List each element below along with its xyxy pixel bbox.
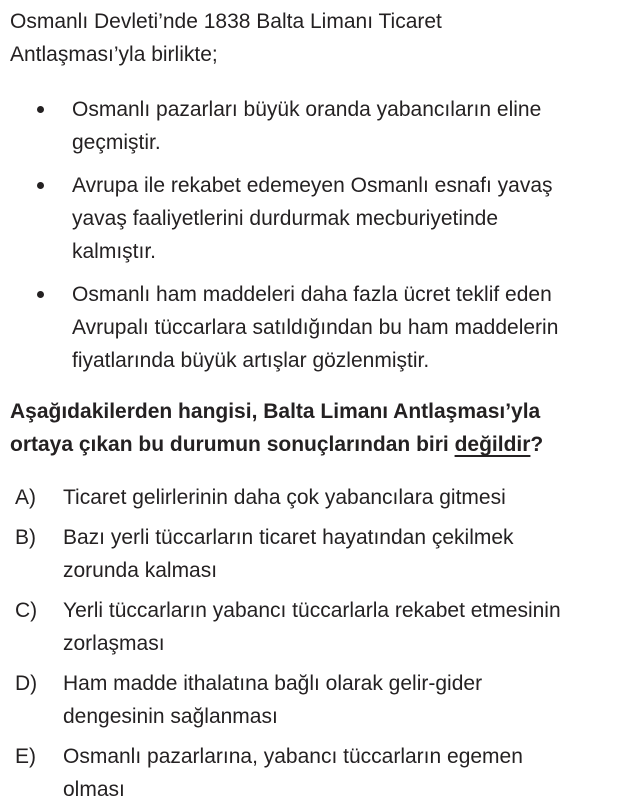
bullet-icon: [37, 182, 44, 189]
option-text: Ham madde ithalatına bağlı olarak gelir-gider dengesinin sağlanması: [63, 672, 483, 728]
bullet-list: [10, 93, 614, 377]
option-letter: C): [15, 599, 38, 622]
stem-text: Aşağıdakilerden hangisi, Balta Limanı Antlaşması’yla ortaya çıkan bu durumun sonuçlarından biri: [10, 400, 541, 456]
option-text: Osmanlı pazarlarına, yabancı tüccarların egemen olması: [63, 745, 523, 801]
options-list: [10, 481, 614, 806]
bullet-marker: [10, 93, 72, 159]
option-row-c: [10, 594, 614, 660]
bullet-marker: [10, 278, 72, 377]
option-text: Bazı yerli tüccarların ticaret hayatından çekilmek zorunda kalması: [63, 526, 514, 582]
question-intro: Osmanlı Devleti’nde 1838 Balta Limanı Ticaret Antlaşması’yla birlikte;: [10, 10, 442, 66]
bullet-icon: [37, 106, 44, 113]
option-row-a: [10, 481, 614, 514]
bullet-item: [10, 93, 614, 159]
bullet-item: [10, 169, 614, 268]
bullet-text: Osmanlı pazarları büyük oranda yabancıların eline geçmiştir.: [72, 98, 542, 154]
option-row-d: [10, 667, 614, 733]
bullet-item: [10, 278, 614, 377]
bullet-icon: [37, 291, 44, 298]
question-stem: [10, 395, 612, 461]
option-row-b: [10, 521, 614, 587]
option-letter: A): [15, 486, 36, 509]
option-text: Ticaret gelirlerinin daha çok yabancılara gitmesi: [63, 486, 506, 509]
stem-question-mark: ?: [530, 433, 544, 456]
option-letter: D): [15, 672, 38, 695]
option-letter: B): [15, 526, 36, 549]
bullet-text: Osmanlı ham maddeleri daha fazla ücret teklif eden Avrupalı tüccarlara satıldığından bu ham maddelerin fiyatlarında büyük artışlar gözlenmiştir.: [72, 283, 559, 372]
bullet-marker: [10, 169, 72, 268]
stem-underlined-word: değildir: [454, 433, 531, 456]
bullet-text: Avrupa ile rekabet edemeyen Osmanlı esnafı yavaş yavaş faaliyetlerini durdurmak mecburiyetinde kalmıştır.: [72, 174, 553, 263]
option-letter: E): [15, 745, 36, 768]
option-row-e: [10, 740, 614, 806]
option-text: Yerli tüccarların yabancı tüccarlarla rekabet etmesinin zorlaşması: [63, 599, 561, 655]
